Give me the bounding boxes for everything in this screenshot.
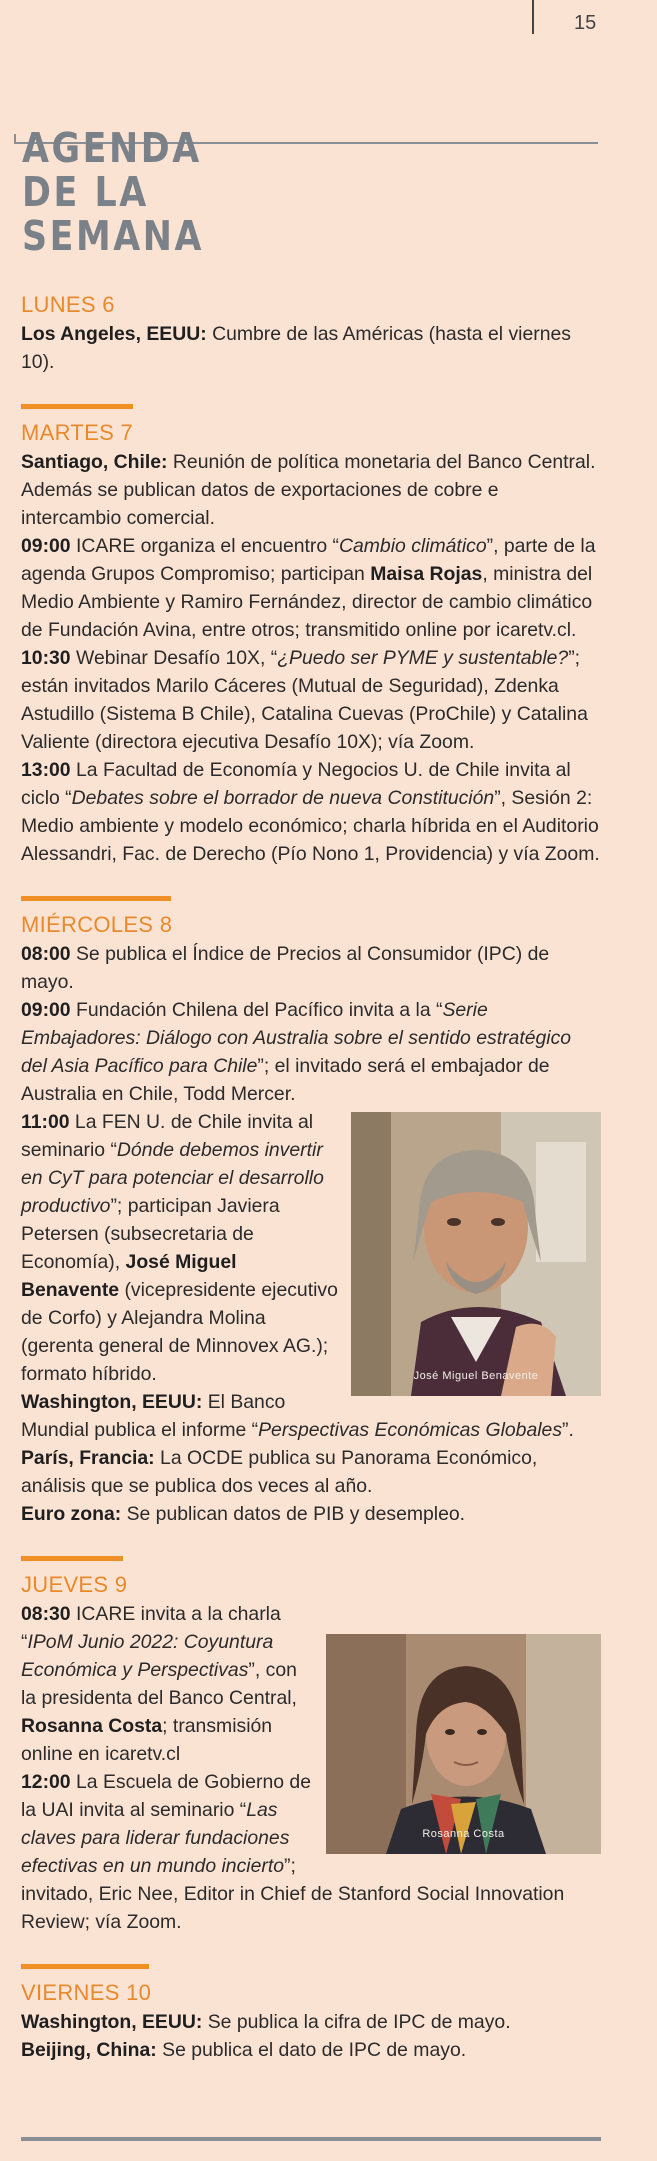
section-divider xyxy=(21,1556,123,1561)
day-wednesday xyxy=(21,910,601,1528)
page-title xyxy=(22,126,204,258)
title-line-1: AGENDA xyxy=(22,124,202,172)
page-number-divider xyxy=(532,0,534,34)
day-label-wednesday: MIÉRCOLES 8 xyxy=(21,912,173,937)
bottom-rule xyxy=(21,2137,601,2141)
agenda-entry: 12:00 La Escuela de Gobierno de la UAI invita al seminario “Las claves para liderar fundaciones efectivas en un mundo incierto”; invitado, Eric Nee, Editor in Chief de Stanford Social Innovation Review; vía Zoom. xyxy=(21,1771,565,1933)
day-label-thursday: JUEVES 9 xyxy=(21,1572,128,1597)
agenda-entry: Beijing, China: Se publica el dato de IPC de mayo. xyxy=(21,2039,467,2061)
agenda-entry: 09:00 Fundación Chilena del Pacífico invita a la “Serie Embajadores: Diálogo con Australia sobre el sentido estratégico del Asia Pacífico para Chile”; el invitado será el embajador de Australia en Chile, Todd Mercer. xyxy=(21,999,572,1105)
portrait-illustration xyxy=(351,1112,601,1396)
title-line-2: DE LA xyxy=(22,168,149,216)
section-divider xyxy=(21,404,133,409)
photo-rosanna-costa xyxy=(326,1634,601,1854)
day-label-tuesday: MARTES 7 xyxy=(21,420,134,445)
day-label-friday: VIERNES 10 xyxy=(21,1980,152,2005)
agenda-entry: Los Angeles, EEUU: Cumbre de las Américas (hasta el viernes 10). xyxy=(21,323,571,373)
agenda-entry: 08:30 ICARE invita a la charla “IPoM Junio 2022: Coyuntura Económica y Perspectivas”, con la presidenta del Banco Central, Rosanna Costa; transmisión online en icaretv.cl xyxy=(21,1603,297,1765)
agenda-entry: Euro zona: Se publican datos de PIB y desempleo. xyxy=(21,1503,466,1525)
day-thursday xyxy=(21,1570,601,1936)
day-friday xyxy=(21,1978,601,2064)
section-divider xyxy=(21,896,171,901)
photo-caption: Rosanna Costa xyxy=(422,1828,505,1840)
agenda-entry: 11:00 La FEN U. de Chile invita al seminario “Dónde debemos invertir en CyT para potenciar el desarrollo productivo”; participan Javiera Petersen (subsecretaria de Economía), José Miguel Benavente (vicepresidente ejecutivo de Corfo) y Alejandra Molina (gerenta general de Minnovex AG.); formato híbrido. xyxy=(21,1111,338,1385)
title-line-3: SEMANA xyxy=(22,212,205,260)
agenda-entry: Washington, EEUU: El Banco Mundial publica el informe “Perspectivas Económicas Globales”. xyxy=(21,1391,574,1441)
day-monday xyxy=(21,290,601,376)
agenda-entry: 08:00 Se publica el Índice de Precios al Consumidor (IPC) de mayo. xyxy=(21,943,550,993)
photo-caption: José Miguel Benavente xyxy=(413,1370,539,1382)
page-number: 15 xyxy=(574,12,597,34)
agenda-entry: 13:00 La Facultad de Economía y Negocios U. de Chile invita al ciclo “Debates sobre el borrador de nueva Constitución”, Sesión 2: Medio ambiente y modelo económico; charla híbrida en el Auditorio Alessandri, Fac. de Derecho (Pío Nono 1, Providencia) y vía Zoom. xyxy=(21,759,600,865)
agenda-body xyxy=(21,290,601,2064)
agenda-entry: Santiago, Chile: Reunión de política monetaria del Banco Central. Además se publican datos de exportaciones de cobre e intercambio comercial. xyxy=(21,451,596,529)
section-divider xyxy=(21,1964,149,1969)
photo-jose-miguel-benavente xyxy=(351,1112,601,1396)
agenda-entry: 10:30 Webinar Desafío 10X, “¿Puedo ser PYME y sustentable?”; están invitados Marilo Cáceres (Mutual de Seguridad), Zdenka Astudillo (Sistema B Chile), Catalina Cuevas (ProChile) y Catalina Valiente (directora ejecutiva Desafío 10X); vía Zoom. xyxy=(21,647,588,753)
agenda-entry: París, Francia: La OCDE publica su Panorama Económico, análisis que se publica dos veces al año. xyxy=(21,1447,538,1497)
day-label-monday: LUNES 6 xyxy=(21,292,115,317)
agenda-entry: 09:00 ICARE organiza el encuentro “Cambio climático”, parte de la agenda Grupos Compromiso; participan Maisa Rojas, ministra del Medio Ambiente y Ramiro Fernández, director de cambio climático de Fundación Avina, entre otros; transmitido online por icaretv.cl. xyxy=(21,535,596,641)
agenda-entry: Washington, EEUU: Se publica la cifra de IPC de mayo. xyxy=(21,2011,511,2033)
day-tuesday xyxy=(21,418,601,868)
